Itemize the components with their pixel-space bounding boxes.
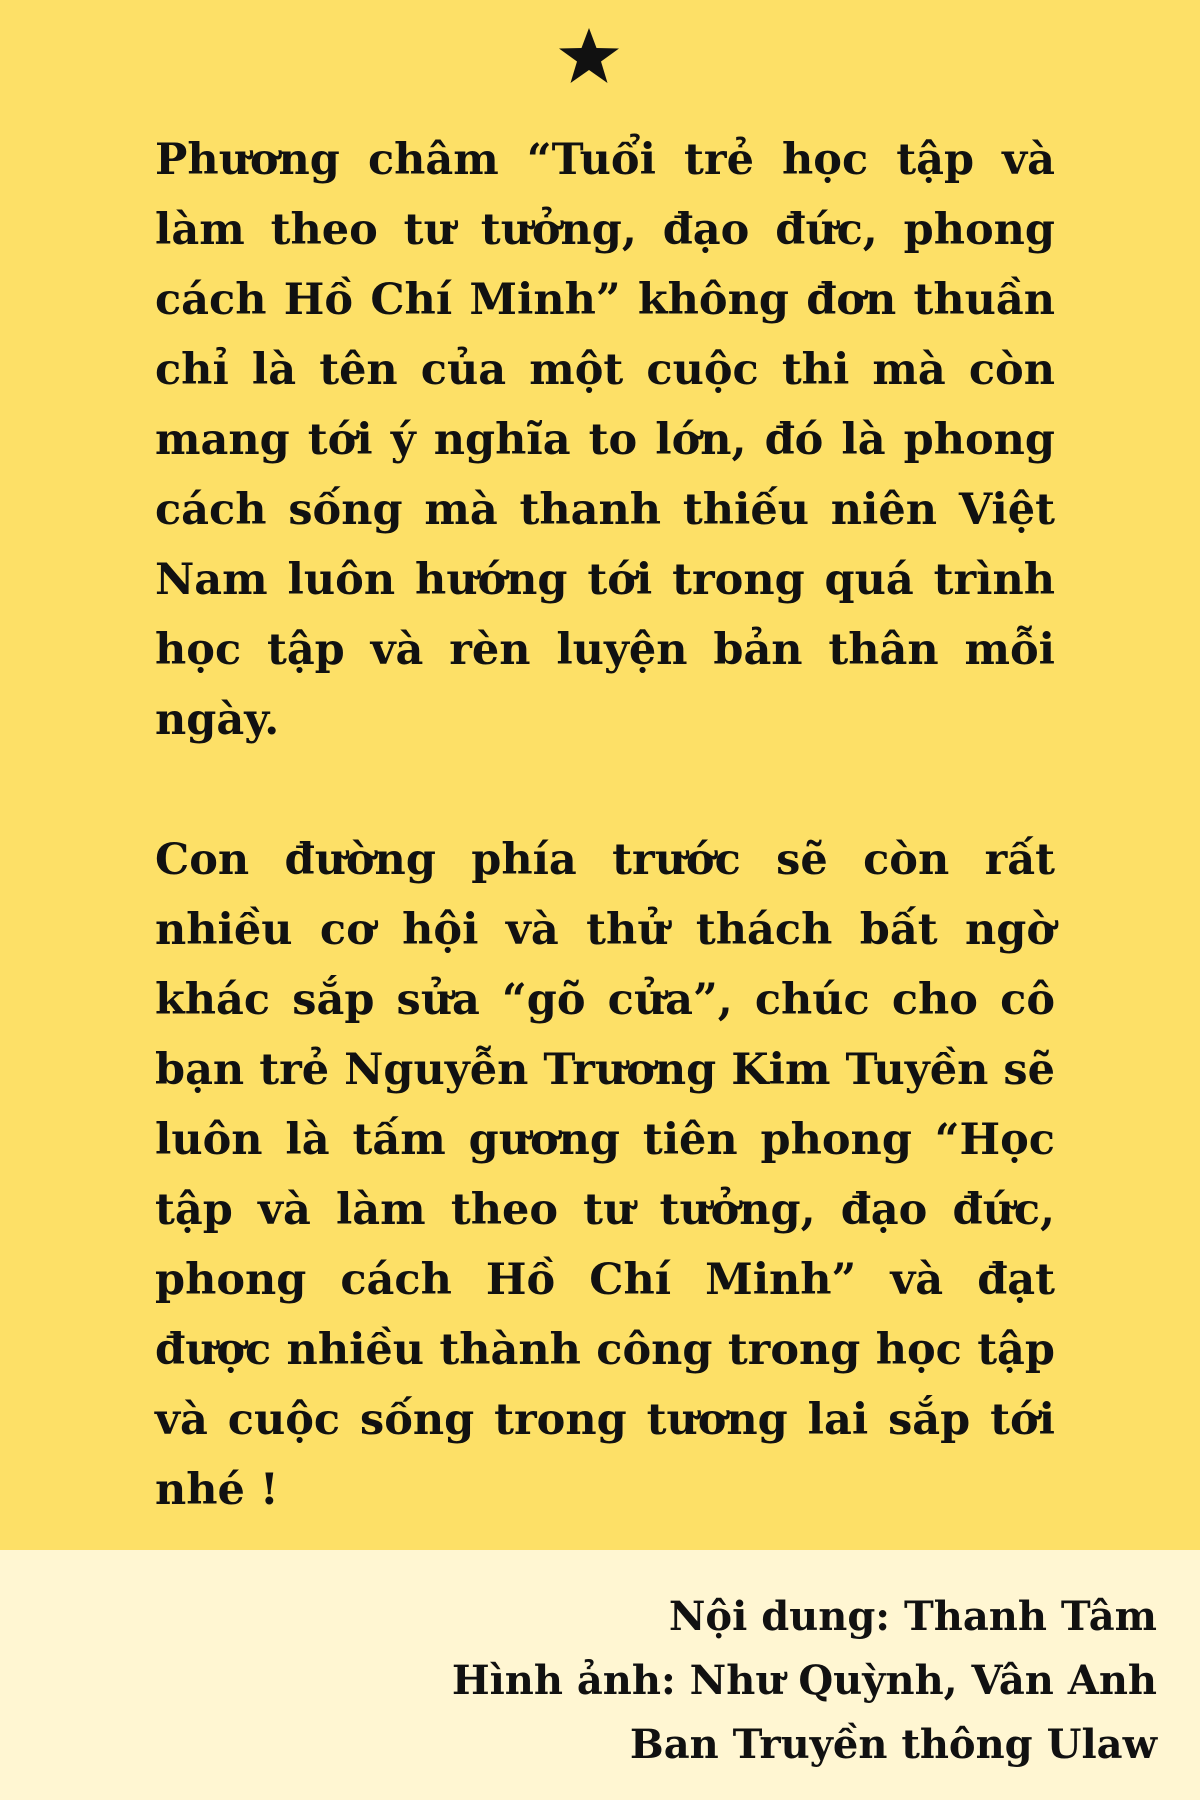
content-credit: Nội dung: Thanh Tâm — [668, 1593, 1157, 1640]
team-credit: Ban Truyền thông Ulaw — [629, 1721, 1157, 1768]
article-paragraph-1: Phương châm “Tuổi trẻ học tập và làm theo tư tưởng, đạo đức, phong cách Hồ Chí Minh” không đơn thuần chỉ là tên của một cuộc thi mà còn mang tới ý nghĩa to lớn, đó là phong cách sống mà thanh thiếu niên Việt Nam luôn hướng tới trong quá trình học tập và rèn luyện bản thân mỗi ngày. — [155, 135, 1055, 745]
article-paragraph-2: Con đường phía trước sẽ còn rất nhiều cơ hội và thử thách bất ngờ khác sắp sửa “gõ cửa”, chúc cho cô bạn trẻ Nguyễn Trương Kim Tuyền sẽ luôn là tấm gương tiên phong “Học tập và làm theo tư tưởng, đạo đức, phong cách Hồ Chí Minh” và đạt được nhiều thành công trong học tập và cuộc sống trong tương lai sắp tới nhé ! — [155, 835, 1055, 1515]
star-icon — [556, 26, 622, 86]
image-credit: Hình ảnh: Như Quỳnh, Vân Anh — [451, 1657, 1157, 1704]
credits-panel — [0, 1550, 1200, 1800]
